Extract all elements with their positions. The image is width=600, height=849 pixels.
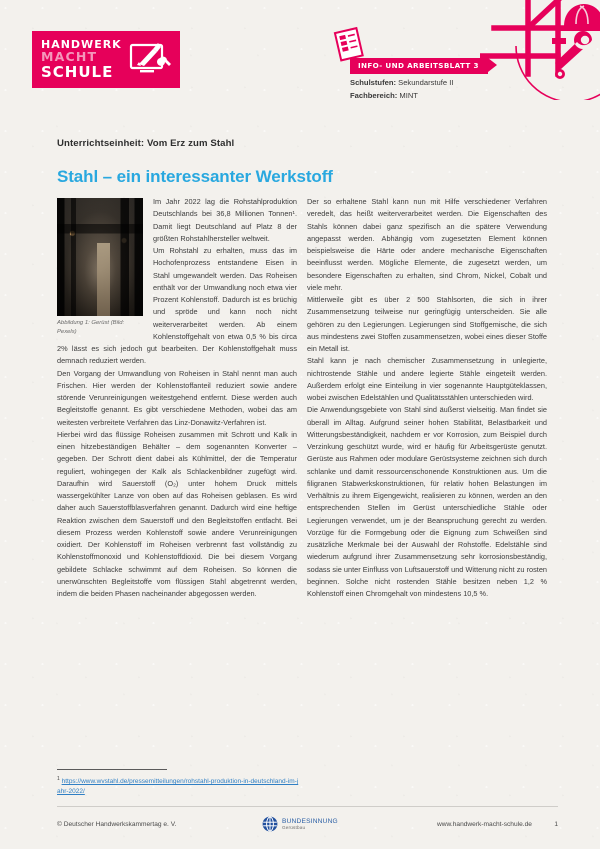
footer-partner-sub: Gerüstbau [282,825,306,831]
logo-line-3: SCHULE [41,62,114,81]
figure-caption: Abbildung 1: Gerüst (Bild: Pexels) [57,320,125,335]
paragraph-right-2: Mittlerweile gibt es über 2 500 Stahlsorten, die sich in ihrer Zusammensetzung teilweise nur geringfügig unterscheiden. Sie alle gehören zu den Legierungen. Legierungen sind Stoffgemische, die sich aus mindestens zwei Stoffen zusammensetzen, wobei eines dieser Stoffe ein Metall ist. [307,295,547,353]
footer-partner-text [282,818,338,831]
scaffold-helmet-wrench-icon [480,0,600,100]
paragraph-left-1: Im Jahr 2022 lag die Rohstahlproduktion Deutschlands bei 36,8 Millionen Tonnen¹. Damit liegt Deutschland auf Platz 8 der größten Rohstahlhersteller weltweit. [153,197,297,243]
monitor-with-tools-icon [127,40,171,80]
paragraph-left-3: Den Vorgang der Umwandlung von Roheisen in Stahl nennt man auch Frischen. Hier werden der Kohlenstoffanteil reduziert sowie andere störende Verunreinigungen weitestgehend entfernt. Diese werden auch Begleitstoffe genannt. Es gibt verschiedene Methoden, wobei das am weitesten verbreitete Verfahren das Linz-Donawitz-Verfahren ist. [57,368,297,427]
meta-schulstufen-value: Sekundarstufe II [398,77,454,87]
body-column-right [307,196,547,600]
body-column-left [57,196,297,600]
figure-photo [57,198,143,316]
figure-gerüst [57,198,143,337]
paragraph-right-4: Die Anwendungsgebiete von Stahl sind äußerst vielseitig. Man findet sie überall im Alltag. Aufgrund seiner hohen Stabilität, Belastbarkeit und Witterungsbeständigkeit, nachdem er vor Korrosion, zum Beispiel durch Verzinkung geschützt wurde, wird er häufig für Arbeitsgerüste genutzt. Gerüste aus Rahmen oder modulare Gerüstsysteme zeichnen sich durch schlanke und damit ressourcenschonende Konstruktionen aus. Um die filigranen Stabwerkskonstruktionen, für relativ hohen Belastungen im Verhältnis zu ihrem Eigengewicht, realisieren zu können, werden an den entsprechenden Stellen im Gerüst unterschiedliche Stähle oder Legierungen verwendet, um je der Beanspruchung gerecht zu werden. Vorzüge für die Formgebung oder die Eignung zum Schweißen sind zusätzliche Merkmale bei der Auswahl der Rohstoffe. Edelstähle sind wiederum aufgrund ihrer Zusammensetzung sehr korrosionsbeständig, sodass sie unter Einfluss von Luftsauerstoff und Witterung nicht zu rosten beginnen. Solche nicht rostenden Stähle besitzen neben 1,2 % Kohlenstoff einen Chromgehalt von mindestens 10,5 %. [307,405,547,598]
footnote-marker: 1 [57,776,60,782]
meta-fachbereich-label: Fachbereich: [350,90,398,100]
unit-kicker: Unterrichtseinheit: Vom Erz zum Stahl [57,138,235,149]
footnote-link[interactable]: https://www.wvstahl.de/pressemitteilungen/rohstahl-produktion-in-deutschland-im-jahr-2022/ [57,778,299,796]
page-header [0,0,600,120]
meta-schulstufen-label: Schulstufen: [350,77,396,87]
footer-page-number: 1 [554,820,558,828]
logo-wordmark [41,39,123,80]
footnote [57,776,300,797]
footer-separator [57,806,558,807]
page-title: Stahl – ein interessanter Werkstoff [57,167,333,187]
paragraph-right-1: Der so erhaltene Stahl kann nun mit Hilfe verschiedener Verfahren veredelt, das heißt weiterverarbeitet werden. Die Eigenschaften des Stahls können dabei ganz spezifisch an die spätere Verwendung angepasst werden. Abhängig vom zugesetzten Element können beispielsweise die Härte oder andere mechanische Eigenschaften beeinflusst werden. Mögliche Elemente, die zugesetzt werden, um besondere Eigenschaften zu erhalten, sind Chrom, Nickel, Cobalt und viele mehr. [307,197,547,292]
page-footer [57,812,558,836]
logo-line-1: HANDWERK [41,38,122,52]
paragraph-left-2: Um Rohstahl zu erhalten, muss das im Hochofenprozess entstandene Eisen in Stahl umgewandelt werden. Das Roheisen enthält vor der Umwandlung noch etwa vier Prozent Kohlenstoff. Dadurch ist es brüchig und spröde und kann noch nicht weiterverarbeitet werden. Ab einem Kohlenstoffgehalt von etwa 0,5 % bis circa 2% lässt es sich jedoch gut bearbeiten. Der Kohlenstoffgehalt muss demnach reduziert werden. [57,246,297,366]
meta-fachbereich-value: MINT [399,90,418,100]
footer-partner-name: BUNDESINNUNG [282,817,338,825]
footer-partner [262,816,437,832]
footnote-separator [57,769,167,770]
handwerk-macht-schule-logo [32,31,180,88]
bundesinnung-globe-icon [262,816,278,832]
worksheet-ribbon-label: INFO- UND ARBEITSBLATT 3 [350,58,488,74]
footer-website: www.handwerk-macht-schule.de [437,820,532,828]
paragraph-right-3: Stahl kann je nach chemischer Zusammensetzung in unlegierte, nichtrostende Stähle und andere legierte Stähle eingeteilt werden. Außerdem erfolgt eine Einteilung in vier sogenannte Hauptgüteklassen, wobei zwischen Edelstählen und Qualitätsstählen unterschieden wird. [307,356,547,402]
footer-copyright: © Deutscher Handwerkskammertag e. V. [57,820,177,828]
paragraph-left-4: Hierbei wird das flüssige Roheisen zusammen mit Schrott und Kalk in einen hitzebeständigen Behälter – dem sogenannten Konverter – gegeben. Der Schrott dient dabei als Kühlmittel, der die Temperatur reguliert, wohingegen der Kalk als Schlackenbildner zugefügt wird. Daraufhin wird Sauerstoff (O₂) unter hohem Druck mittels wassergekühlter Lanze von oben auf das Roheisen geblasen. Es wird daher auch Sauerstoffblasverfahren genannt. Dadurch wird eine heftige Reaktion zwischen dem Sauerstoff und den Begleitstoffen entfacht. Bei diesem Prozess werden Kohlenstoff sowie andere Verunreinigungen oxidiert. Der Kohlenstoff im Roheisen verbrennt fast vollständig zu Kohlenstoffmonoxid und Kohlenstoffdioxid. Die bei diesem Vorgang gebildete Schlacke schwimmt auf dem Roheisen. So können die unerwünschten Begleitstoffe vom flüssigen Stahl abgetrennt werden, indem die beiden Phasen nacheinander abgegossen werden. [57,429,297,598]
logo-line-2: MACHT [41,49,98,65]
